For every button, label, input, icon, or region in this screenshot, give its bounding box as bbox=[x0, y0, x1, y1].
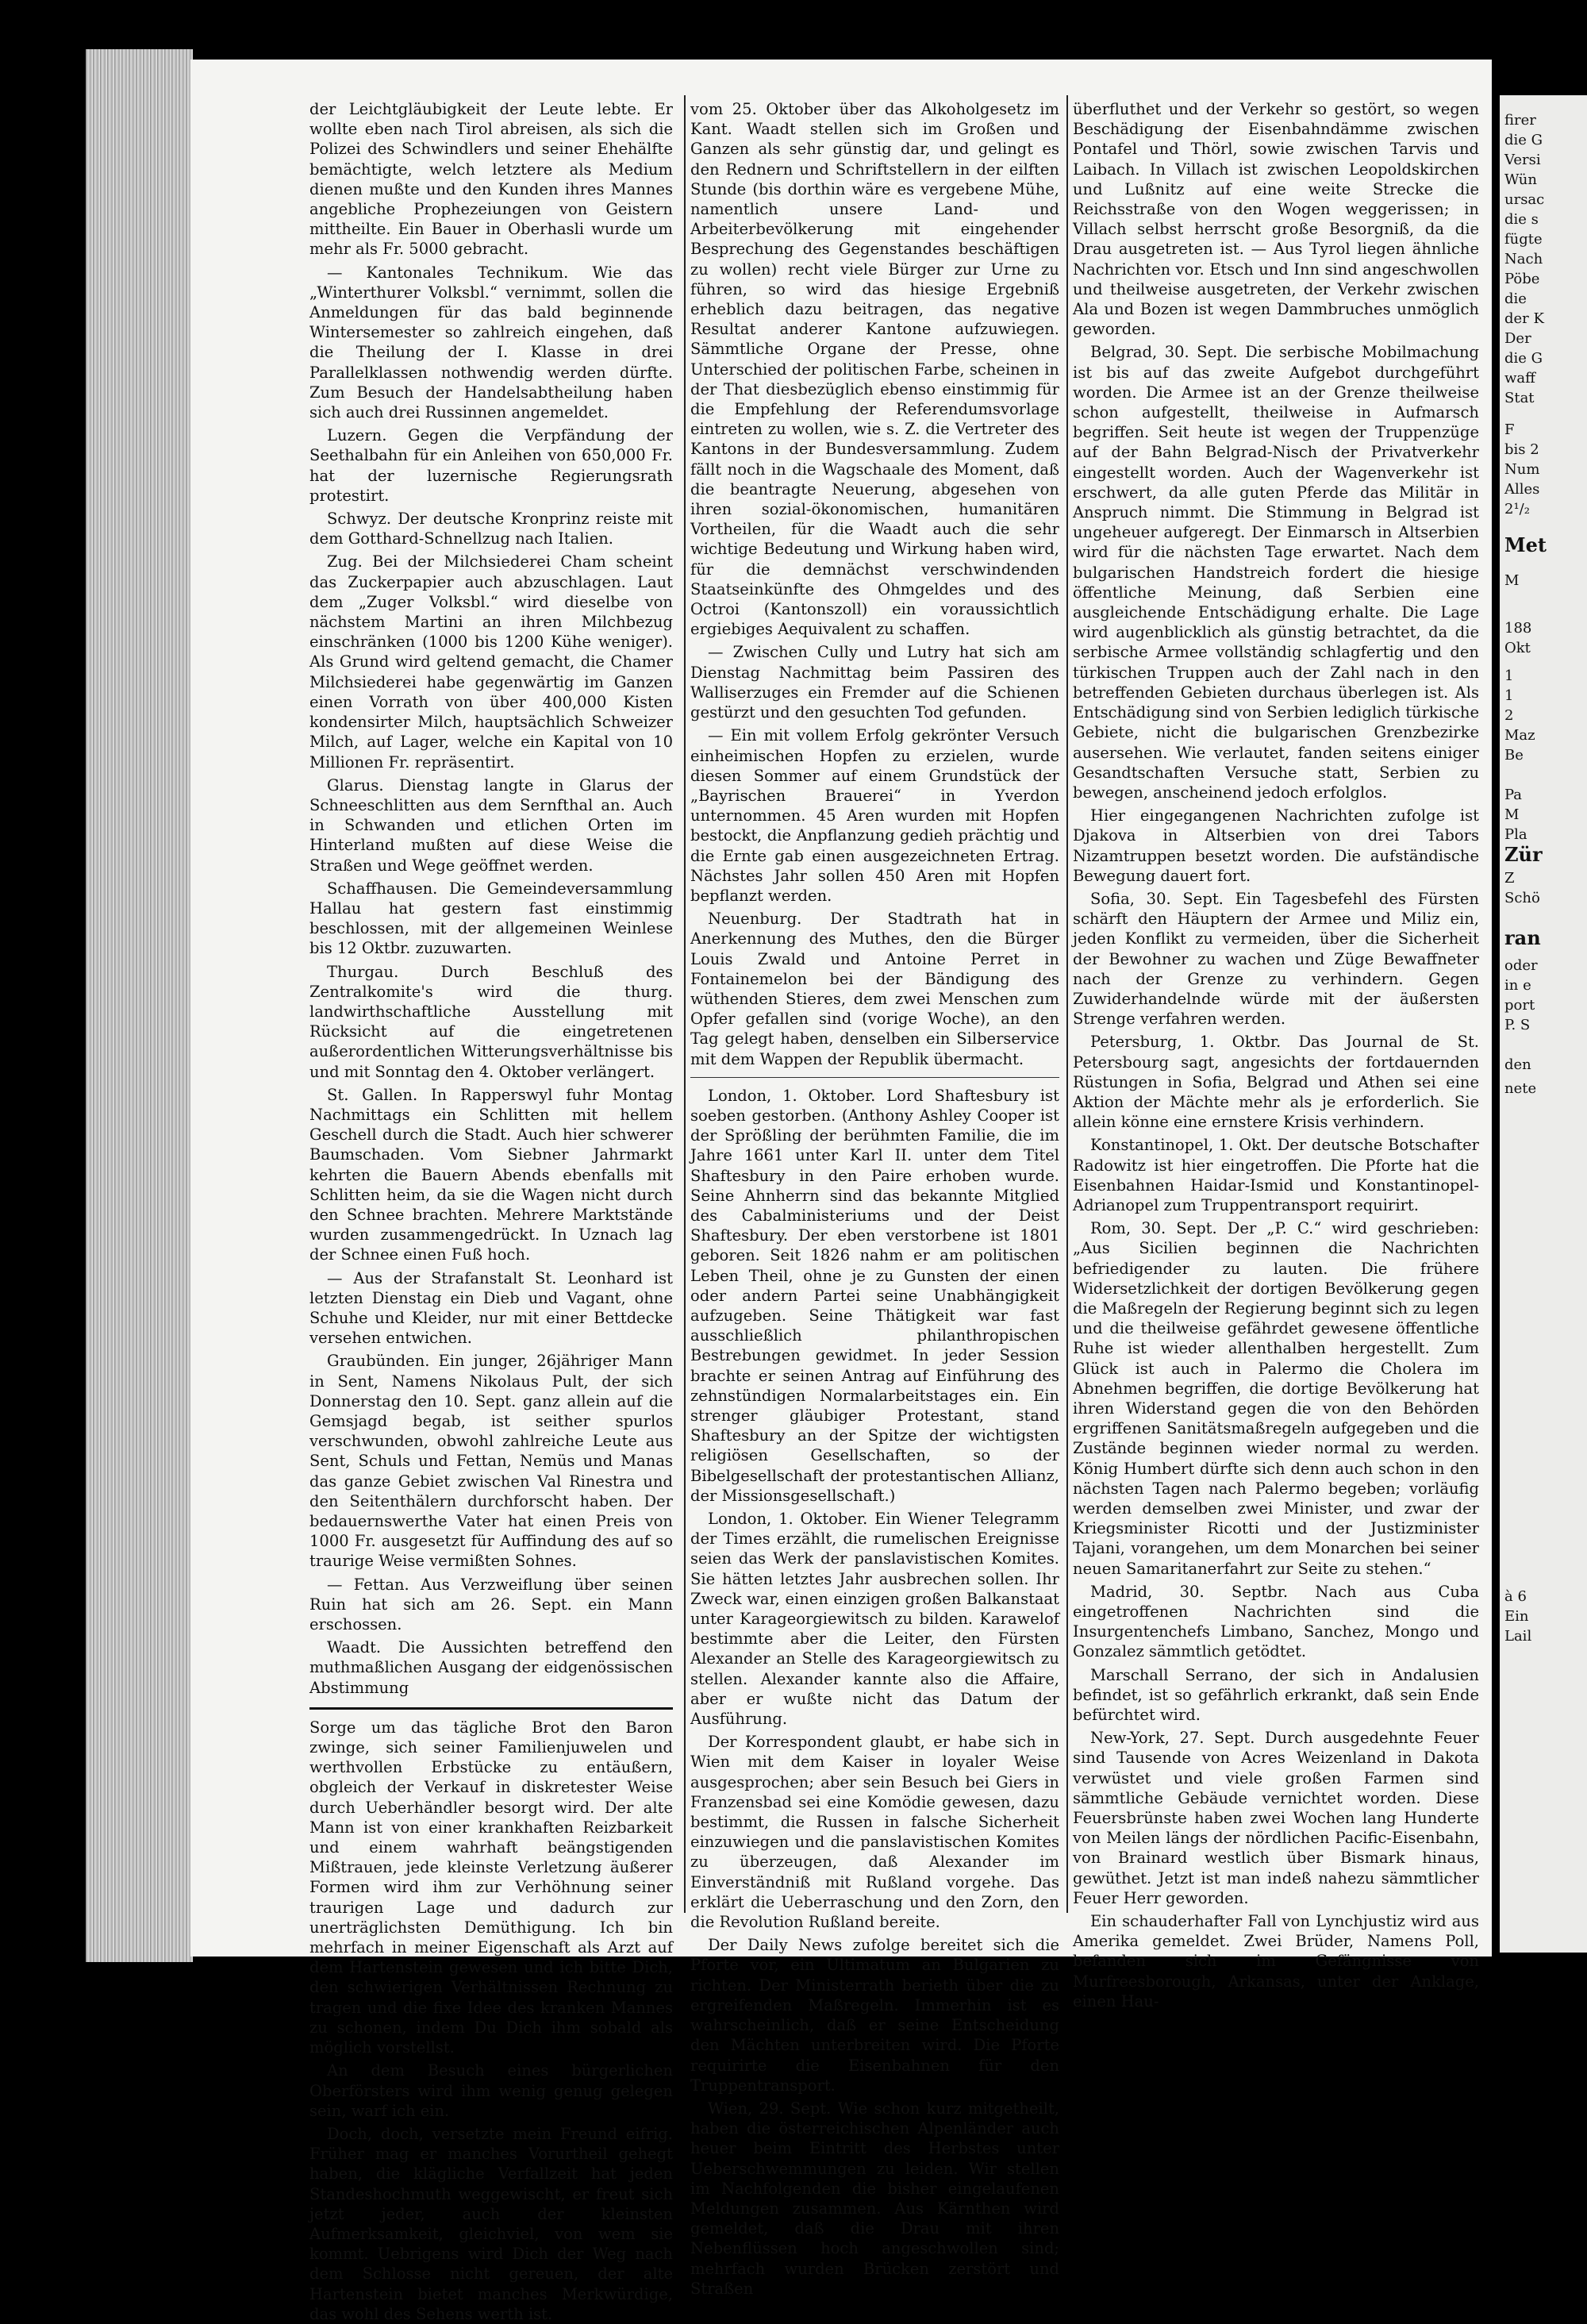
fragment-text: Pöbe bbox=[1504, 271, 1540, 287]
fragment-text: fügte bbox=[1504, 231, 1543, 248]
fragment-text: Num bbox=[1504, 461, 1540, 478]
feuilleton-paragraph: An dem Besuch eines bürgerlichen Oberförsters wird ihm wenig genug gelegen sein, warf ich ein. bbox=[309, 2061, 673, 2120]
article-paragraph: Belgrad, 30. Sept. Die serbische Mobilmachung ist bis auf das zweite Aufgebot durchgeführt worden. Die Armee ist an der Grenze theilweise schon aufgestellt, theilweise in Aufmarsch begriffen. Seit heute ist wegen der Truppenzüge auf der Bahn Belgrad-Nisch der Privatverkehr eingestellt worden. Auch der Wagenverkehr ist erschwert, da alle guten Pferde das Militär in Anspruch nimmt. Die Stimmung in Belgrad ist ungeheuer aufgeregt. Der Einmarsch in Altserbien wird für die nächsten Tage erwartet. Nach dem bulgarischen Handstreich fordert die hiesige öffentliche Meinung, daß Serbien eine ausgleichende Entschädigung erhalte. Die Lage wird augenblicklich als günstig betrachtet, da die serbische Armee vollständig schlagfertig und den türkischen Truppen auch der Zahl nach in den betreffenden Gebieten durchaus überlegen ist. Als Entschädigung sind von Serbien lediglich türkische Gebiete, nicht die bulgarischen Grenzbezirke ausersehen. Wie verlautet, fanden seitens einiger Gesandtschaften Versuche statt, Serbien zu bewegen, anscheinend jedoch erfolglos. bbox=[1073, 343, 1479, 802]
article-paragraph: Der Korrespondent glaubt, er habe sich in Wien mit dem Kaiser in loyaler Weise ausgesprochen; aber sein Besuch bei Giers in Franzensbad sei eine Komödie gewesen, dazu bestimmt, die Russen in falsche Sicherheit einzuwiegen und die panslavistischen Komites zu überzeugen, daß Alexander im Einverständniß mit Rußland vorgehe. Das erklärt die Ueberraschung und den Zorn, den die Revolution Rußland bereite. bbox=[690, 1733, 1059, 1932]
article-paragraph: Schaffhausen. Die Gemeindeversammlung Hallau hat gestern fast einstimmig beschlossen, mit der allgemeinen Weinlese bis 12 Oktbr. zuzuwarten. bbox=[309, 879, 673, 958]
feuilleton-paragraph: Doch, doch, versetzte mein Freund eifrig. Früher mag er manches Vorurtheil gehegt haben, die klägliche Verfallzeit hat jeden Standeshochmuth weggewischt, er freut sich jetzt jeder, auch der kleinsten Aufmerksamkeit, gleichviel, von wem sie kommt. Uebrigens wird Dich der Weg nach dem Schlosse nicht gereuen, der alte Hartenstein bietet manches Merkwürdige, das wohl des Sehens werth ist. bbox=[309, 2124, 673, 2323]
fragment-text: Z bbox=[1504, 870, 1515, 887]
fragment-text: die bbox=[1504, 290, 1527, 307]
fragment-text: port bbox=[1504, 997, 1535, 1014]
article-paragraph: Glarus. Dienstag langte in Glarus der Schneeschlitten aus dem Sernfthal an. Auch in Schwanden und etlichen Orten im Hinterland mußten auf diese Weise die Straßen und Wege geöffnet werden. bbox=[309, 775, 673, 875]
article-paragraph: Madrid, 30. Septbr. Nach aus Cuba eingetroffenen Nachrichten sind die Insurgentenchefs Limbano, Sanchez, Mongo und Gonzalez sämmtlich getödtet. bbox=[1073, 1582, 1479, 1661]
article-paragraph: Graubünden. Ein junger, 26jähriger Mann in Sent, Namens Nikolaus Pult, der sich Donnerstag den 10. Sept. ganz allein auf die Gemsjagd begab, ist seither spurlos verschwunden, obwohl zahlreiche Leute aus Sent, Schuls und Fettan, Nemüs und Manas das ganze Gebiet zwischen Val Rinestra und den Seitenthälern durchforscht haben. Der bedauernswerthe Vater hat einen Preis von 1000 Fr. ausgesetzt für Auffindung des auf so traurige Weise vermißten Sohnes. bbox=[309, 1352, 673, 1571]
fragment-text: Versi bbox=[1504, 152, 1541, 168]
adjacent-page-fragment bbox=[1500, 95, 1587, 1953]
article-paragraph: überfluthet und der Verkehr so gestört, so wegen Beschädigung der Eisenbahndämme zwischen Pontafel und Thörl, sowie zwischen Tarvis und Laibach. In Villach ist zwischen Leopoldskirchen und Lußnitz auf eine weite Strecke die Reichsstraße von den Wogen weggerissen; in Villach selbst herrscht große Besorgniß, da die Drau ausgetreten ist. — Aus Tyrol liegen ähnliche Nachrichten vor. Etsch und Inn sind angeschwollen und theilweise ausgetreten, der Verkehr zwischen Ala und Bozen ist wegen Dammbruches unmöglich geworden. bbox=[1073, 100, 1479, 339]
article-paragraph: — Kantonales Technikum. Wie das „Winterthurer Volksbl.“ vernimmt, sollen die Anmeldungen für das bald beginnende Wintersemester so zahlreich eingehen, daß die Theilung der I. Klasse in drei Parallelklassen nothwendig werden dürfte. Zum Besuch der Handelsabtheilung haben sich auch drei Russinnen angemeldet. bbox=[309, 263, 673, 422]
section-divider bbox=[690, 1077, 1059, 1078]
article-paragraph: Konstantinopel, 1. Okt. Der deutsche Botschafter Radowitz ist hier eingetroffen. Die Pforte hat die Eisenbahnen Haidar-Ismid und Konstantinopel-Adrianopel zum Truppentransport requirirt. bbox=[1073, 1136, 1479, 1214]
fragment-text: firer bbox=[1504, 112, 1536, 129]
article-paragraph: Waadt. Die Aussichten betreffend den muthmaßlichen Ausgang der eidgenössischen Abstimmung bbox=[309, 1638, 673, 1697]
column-divider bbox=[1066, 95, 1068, 1913]
article-paragraph: Der Daily News zufolge bereitet sich die Pforte vor, ein Ultimatum an Bulgarien zu richten. Der Ministerrath berieth über die zu ergreifenden Maßregeln. Immerhin ist es wahrscheinlich, daß er seine Entscheidung den Mächten unterbreiten wird. Die Pforte requirirte die Eisenbahnen für den Truppentransport. bbox=[690, 1936, 1059, 2095]
fragment-text: die G bbox=[1504, 350, 1543, 367]
fragment-text: die G bbox=[1504, 132, 1543, 148]
fragment-text: 2 bbox=[1504, 707, 1514, 724]
book-page-edges bbox=[86, 49, 193, 1962]
fragment-text: Pa bbox=[1504, 787, 1523, 803]
fragment-text: à 6 bbox=[1504, 1588, 1527, 1605]
fragment-text: 1 bbox=[1504, 687, 1514, 704]
article-paragraph: St. Gallen. In Rapperswyl fuhr Montag Nachmittags ein Schlitten mit hellem Geschell durch die Stadt. Auch hier schwerer Baumschaden. Vom Siebner Jahrmarkt kehrten die Bauern Abends ebenfalls mit Schlitten heim, da sie die Wagen nicht durch den Schnee brachten. Mehrere Marktstände wurden zusammengedrückt. In Uznach lag der Schnee einen Fuß hoch. bbox=[309, 1085, 673, 1264]
article-paragraph: New-York, 27. Sept. Durch ausgedehnte Feuer sind Tausende von Acres Weizenland in Dakota verwüstet und viele großen Farmen sind sämmtliche Gebäude vernichtet worden. Diese Feuersbrünste haben zwei Wochen lang Hunderte von Meilen längs der nördlichen Pacific-Eisenbahn, von Brainard westlich über Bismark hinaus, gewüthet. Jetzt ist man indeß nahezu sämmtlicher Feuer Herr geworden. bbox=[1073, 1729, 1479, 1907]
article-paragraph: — Fettan. Aus Verzweiflung über seinen Ruin hat sich am 26. Sept. ein Mann erschossen. bbox=[309, 1575, 673, 1634]
fragment-text: Wün bbox=[1504, 171, 1537, 188]
fragment-text: den bbox=[1504, 1056, 1531, 1073]
article-paragraph: Schwyz. Der deutsche Kronprinz reiste mit dem Gotthard-Schnellzug nach Italien. bbox=[309, 510, 673, 548]
fragment-text: Der bbox=[1504, 330, 1531, 347]
fragment-text: Maz bbox=[1504, 727, 1535, 744]
fragment-text: 1 bbox=[1504, 668, 1514, 684]
column-2 bbox=[690, 99, 1059, 2298]
column-1 bbox=[309, 99, 673, 2323]
fragment-text: Okt bbox=[1504, 640, 1531, 656]
fragment-text: ursac bbox=[1504, 191, 1545, 208]
feuilleton-block bbox=[309, 1718, 673, 2324]
article-paragraph: der Leichtgläubigkeit der Leute lebte. Er wollte eben nach Tirol abreisen, als sich die Polizei des Schwindlers und seiner Ehehälfte bemächtigte, welch letztere als Medium dienen mußte und den Kunden ihres Mannes angebliche Prophezeiungen von Geistern mittheilte. Ein Bauer in Oberhasli wurde um mehr als Fr. 5000 gebracht. bbox=[309, 100, 673, 259]
article-paragraph: Petersburg, 1. Oktbr. Das Journal de St. Petersbourg sagt, angesichts der fortdauernden Rüstungen in Sofia, Belgrad und Athen sei eine Aktion der Mächte mehr als je erforderlich. Sie allein könne eine ernstere Krisis verhindern. bbox=[1073, 1033, 1479, 1132]
fragment-text: M bbox=[1504, 806, 1520, 823]
fragment-text: Ein bbox=[1504, 1608, 1529, 1625]
article-paragraph: — Zwischen Cully und Lutry hat sich am Dienstag Nachmittag beim Passiren des Walliserzuges ein Fremder auf die Schienen gestürzt und den gesuchten Tod gefunden. bbox=[690, 643, 1059, 722]
article-paragraph: Luzern. Gegen die Verpfändung der Seethalbahn für ein Anleihen von 650,000 Fr. hat der luzernische Regierungsrath protestirt. bbox=[309, 426, 673, 505]
swiss-news-block bbox=[309, 99, 673, 1698]
fragment-text: Schö bbox=[1504, 890, 1540, 906]
article-paragraph: Hier eingegangenen Nachrichten zufolge ist Djakova in Altserbien von drei Tabors Nizamtruppen besetzt worden. Die aufständische Bewegung dauert fort. bbox=[1073, 806, 1479, 885]
column-divider bbox=[684, 95, 686, 1913]
article-paragraph: — Aus der Strafanstalt St. Leonhard ist letzten Dienstag ein Dieb und Vagant, ohne Schuhe und Kleider, nur mit einer Bettdecke versehen entwichen. bbox=[309, 1268, 673, 1348]
fragment-text: P. S bbox=[1504, 1017, 1531, 1033]
article-paragraph: Zug. Bei der Milchsiederei Cham scheint das Zuckerpapier auch abzuschlagen. Laut dem „Zuger Volksbl.“ wird dieselbe von nächstem Martini an ihren Milchbezug einschränken (1000 bis 1200 Kühe weniger). Als Grund wird geltend gemacht, die Chamer Milchsiederei habe gegenwärtig im Ganzen einen Vorrath von über 400,000 Kisten kondensirter Milch, hauptsächlich Schweizer Milch, auf Lager, welche ein Kapital von 10 Millionen Fr. repräsentirt. bbox=[309, 552, 673, 771]
article-paragraph: Ein schauderhafter Fall von Lynchjustiz wird aus Amerika gemeldet. Zwei Brüder, Namens Poll, befanden sich im Gefängnisse von Murfreesborough, Arkansas, unter der Anklage, einen Hau- bbox=[1073, 1912, 1479, 2010]
fragment-text: 188 bbox=[1504, 620, 1532, 637]
article-paragraph: Neuenburg. Der Stadtrath hat in Anerkennung des Muthes, den die Bürger Louis Zwald und Antoine Perret in Fontainemelon bei der Bändigung des wüthenden Stieres, dem zwei Menschen zum Opfer gefallen sind (vorige Woche), an den Tag gelegt haben, denselben ein Silberservice mit dem Wappen der Republik übermacht. bbox=[690, 910, 1059, 1068]
fragment-text: Alles bbox=[1504, 481, 1540, 498]
fragment-text: M bbox=[1504, 572, 1520, 589]
fragment-text: waff bbox=[1504, 370, 1535, 387]
article-paragraph: Sofia, 30. Sept. Ein Tagesbefehl des Fürsten schärft den Häuptern der Armee und Miliz ein, jeden Konflikt zu vermeiden, über die Sicherheit der Bewohner zu wachen und Züge Bewaffneter nach der Grenze zu verhindern. Gegen Zuwiderhandelnde würde mit der äußersten Strenge verfahren werden. bbox=[1073, 889, 1479, 1029]
fragment-text: Nach bbox=[1504, 251, 1543, 267]
fragment-text: Pla bbox=[1504, 826, 1527, 843]
fragment-text: Be bbox=[1504, 747, 1524, 764]
fragment-text: 2¹/₂ bbox=[1504, 501, 1530, 518]
fragment-text: nete bbox=[1504, 1080, 1537, 1097]
article-paragraph: London, 1. Oktober. Ein Wiener Telegramm der Times erzählt, die rumelischen Ereignisse seien das Werk der panslavistischen Komites. Sie hätten letztes Jahr ausbrechen sollen. Ihr Zweck war, einen einzigen großen Balkanstaat unter Karageorgiewitsch zu bilden. Karawelof bestimmte aber die Leiter, den Fürsten Alexander an Stelle des Karageorgiewitsch zu stellen. Alexander kannte also die Affaire, aber er wußte nicht das Datum der Ausführung. bbox=[690, 1510, 1059, 1729]
fragment-text: Stat bbox=[1504, 390, 1535, 406]
fragment-text: oder bbox=[1504, 957, 1538, 974]
fragment-text: der K bbox=[1504, 310, 1544, 327]
article-paragraph: vom 25. Oktober über das Alkoholgesetz im Kant. Waadt stellen sich im Großen und Ganzen als sehr günstig dar, und gelingt es den Rednern und Schriftstellern in der eilften Stunde (bis dorthin wäre es vergebene Mühe, namentlich unsere Land- und Arbeiterbevölkerung mit eingehender Besprechung des Gegenstandes beschäftigen zu wollen) recht viele Bürger zur Urne zu führen, so wird das hiesige Ergebniß erheblich dazu beitragen, das negative Resultat anderer Kantone aufzuwiegen. Sämmtliche Organe der Presse, ohne Unterschied der politischen Farbe, scheinen in der That diesbezüglich ebenso einstimmig für die Empfehlung der Referendumsvorlage eintreten zu wollen, wie s. Z. die Vertreter des Kantons in der Bundesversammlung. Zudem fällt noch in die Wagschaale des Moment, daß die beantragte Neuerung, abgesehen von ihren sozial-ökonomischen, humanitären Vortheilen, für die Waadt auch die sehr wichtige Bedeutung und Wirkung haben wird, für die demnächst verschwindenden Staatseinkünfte des Ohmgeldes und des Octroi (Kantonszoll) ein voraussichtlich ergiebiges Aequivalent zu schaffen. bbox=[690, 100, 1059, 639]
article-paragraph: Wien, 29. Sept. Wie schon kurz mitgetheilt, haben die österreichischen Alpenländer auch heuer beim Eintritt des Herbstes unter Ueberschwemmungen zu leiden. Wir stellen im Nachfolgenden die bisher eingelaufenen Meldungen zusammen. Aus Kärnthen wird gemeldet, daß die Drau mit ihren Nebenflüssen hoch angeschwollen sind; mehrfach wurden Brücken zerstört und Straßen bbox=[690, 2099, 1059, 2298]
feuilleton-divider bbox=[309, 1707, 673, 1710]
fragment-text: in e bbox=[1504, 977, 1531, 994]
article-paragraph: Thurgau. Durch Beschluß des Zentralkomite's wird die thurg. landwirthschaftliche Ausstellung mit Rücksicht auf die eingetretenen außerordentlichen Witterungsverhältnisse bis und mit Sonntag den 4. Oktober verlängert. bbox=[309, 962, 673, 1081]
column-3 bbox=[1073, 99, 1479, 2010]
feuilleton-paragraph: Sorge um das tägliche Brot den Baron zwinge, sich seiner Familienjuwelen und werthvollen Erbstücke zu entäußern, obgleich der Verkauf in diskretester Weise durch Ueberhändler besorgt wird. Der alte Mann ist von einer krankhaften Reizbarkeit und einem wahrhaft beängstigenden Mißtrauen, jede kleinste Verletzung äußerer Formen wird ihm zur Verhöhnung seiner traurigen Lage und dadurch zur unerträglichsten Demüthigung. Ich bin mehrfach in meiner Eigenschaft als Arzt auf dem Hartenstein gewesen und ich bitte Dich, den schwierigen Verhältnissen Rechnung zu tragen und die fixe Idee des kranken Mannes zu schonen, indem Du Dich ihm sobald als möglich vorstellst. bbox=[309, 1718, 673, 2057]
fragment-heading: Zür bbox=[1504, 843, 1543, 866]
article-paragraph: Marschall Serrano, der sich in Andalusien befindet, ist so gefährlich erkrankt, daß sein Ende befürchtet wird. bbox=[1073, 1665, 1479, 1725]
fragment-heading: Met bbox=[1504, 533, 1547, 556]
article-paragraph: — Ein mit vollem Erfolg gekrönter Versuch einheimischen Hopfen zu erzielen, wurde diesen Sommer auf einem Grundstück der „Bayrischen Brauerei“ in Yverdon unternommen. 45 Aren wurden mit Hopfen bestockt, die Anpflanzung gedieh prächtig und die Ernte gab einen ausgezeichneten Ertrag. Nächstes Jahr sollen 450 Aren mit Hopfen bepflanzt werden. bbox=[690, 726, 1059, 905]
fragment-heading: ran bbox=[1504, 926, 1541, 949]
fragment-text: Lail bbox=[1504, 1628, 1532, 1645]
fragment-text: die s bbox=[1504, 211, 1539, 228]
article-paragraph: London, 1. Oktober. Lord Shaftesbury ist soeben gestorben. (Anthony Ashley Cooper ist der Sprößling der berühmten Familie, die im Jahre 1661 unter Karl II. unter dem Titel Shaftesbury in den Paire erhoben wurde. Seine Ahnherrn sind das bekannte Mitglied des Cabalministeriums und der Deist Shaftesbury. Der eben verstorbene ist 1801 geboren. Seit 1826 nahm er am politischen Leben Theil, ohne je zu Gunsten der einen oder andern Partei seine Unabhängigkeit aufzugeben. Seine Thätigkeit war fast ausschließlich philanthropischen Bestrebungen gewidmet. In jeder Session brachte er seinen Antrag auf Einführung des zehnstündigen Normalarbeitstages ein. Ein strenger gläubiger Protestant, stand Shaftesbury an der Spitze der wichtigsten religiösen Gesellschaften, so der Bibelgesellschaft der protestantischen Allianz, der Missionsgesellschaft.) bbox=[690, 1086, 1059, 1505]
article-paragraph: Rom, 30. Sept. Der „P. C.“ wird geschrieben: „Aus Sicilien beginnen die Nachrichten befriedigender zu lauten. Die frühere Widersetzlichkeit der dortigen Bevölkerung gegen die Maßregeln der Regierung beginnt sich zu legen und die theilweise gefährdet gewesene öffentliche Ruhe ist wieder allenthalben hergestellt. Zum Glück ist auch in Palermo die Cholera im Abnehmen begriffen, die dortige Bevölkerung hat ihren Widerstand gegen die von den Behörden ergriffenen Sanitätsmaßregeln aufgegeben und die Zustände beginnen wieder normal zu werden. König Humbert dürfte sich denn auch schon in den nächsten Tagen nach Palermo begeben; vorläufig werden demselben zwei Minister, und zwar der Kriegsminister Ricotti und der Justizminister Tajani, vorangehen, um dem Monarchen bei seiner neuen Samaritanerfahrt zur Seite zu stehen.“ bbox=[1073, 1219, 1479, 1578]
fragment-text: F bbox=[1504, 421, 1515, 438]
fragment-text: bis 2 bbox=[1504, 441, 1539, 458]
